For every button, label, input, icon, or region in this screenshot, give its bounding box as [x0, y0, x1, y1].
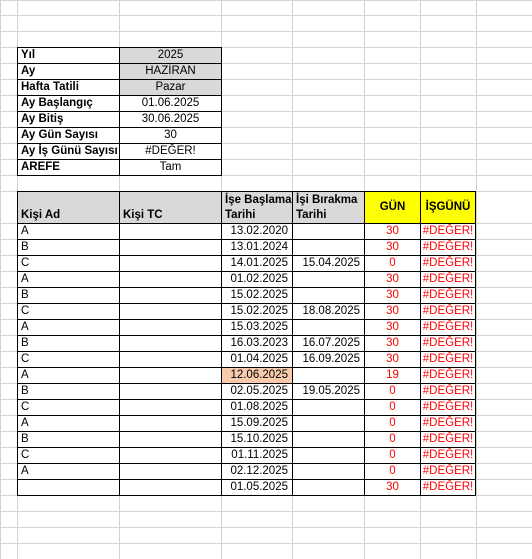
table-cell-tc[interactable]	[119, 447, 222, 464]
table-cell-start-date[interactable]: 12.06.2025	[221, 367, 293, 384]
table-cell-ad[interactable]: A	[17, 415, 120, 432]
table-cell-isgunu[interactable]: #DEĞER!	[420, 479, 476, 496]
table-cell-ad[interactable]: C	[17, 351, 120, 368]
table-cell-end-date[interactable]	[292, 463, 365, 480]
table-cell-tc[interactable]	[119, 383, 222, 400]
table-cell-tc[interactable]	[119, 287, 222, 304]
table-cell-tc[interactable]	[119, 415, 222, 432]
info-value[interactable]: 01.06.2025	[119, 95, 222, 112]
info-value[interactable]: 2025	[119, 47, 222, 64]
info-label[interactable]: Ay Gün Sayısı	[17, 127, 120, 144]
table-cell-ad[interactable]: A	[17, 367, 120, 384]
table-cell-tc[interactable]	[119, 239, 222, 256]
table-cell-tc[interactable]	[119, 255, 222, 272]
header-label: Tarihi	[225, 209, 256, 221]
header-label: GÜN	[379, 201, 406, 213]
header-label: Kişi TC	[123, 209, 163, 221]
table-cell-start-date[interactable]: 15.10.2025	[221, 431, 293, 448]
table-cell-start-date[interactable]: 01.05.2025	[221, 479, 293, 496]
table-cell-ad[interactable]: C	[17, 447, 120, 464]
table-cell-isgunu[interactable]: #DEĞER!	[420, 271, 476, 288]
table-cell-gun[interactable]: 0	[364, 255, 421, 272]
table-cell-end-date[interactable]	[292, 367, 365, 384]
table-cell-end-date[interactable]	[292, 431, 365, 448]
info-label[interactable]: AREFE	[17, 159, 120, 176]
table-cell-gun[interactable]: 0	[364, 463, 421, 480]
table-cell-isgunu[interactable]: #DEĞER!	[420, 351, 476, 368]
table-cell-tc[interactable]	[119, 431, 222, 448]
table-cell-gun[interactable]: 0	[364, 415, 421, 432]
table-cell-ad[interactable]: A	[17, 271, 120, 288]
table-cell-end-date[interactable]	[292, 287, 365, 304]
table-cell-tc[interactable]	[119, 367, 222, 384]
table-cell-end-date[interactable]: 18.08.2025	[292, 303, 365, 320]
table-cell-gun[interactable]: 30	[364, 303, 421, 320]
table-cell-start-date[interactable]: 13.01.2024	[221, 239, 293, 256]
table-cell-ad[interactable]: B	[17, 335, 120, 352]
header-gun[interactable]	[364, 191, 421, 224]
info-value[interactable]: HAZİRAN	[119, 63, 222, 80]
table-cell-isgunu[interactable]: #DEĞER!	[420, 447, 476, 464]
table-cell-tc[interactable]	[119, 319, 222, 336]
table-cell-isgunu[interactable]: #DEĞER!	[420, 287, 476, 304]
table-cell-gun[interactable]: 19	[364, 367, 421, 384]
table-cell-gun[interactable]: 30	[364, 479, 421, 496]
table-cell-end-date[interactable]: 15.04.2025	[292, 255, 365, 272]
header-ise-baslama[interactable]	[221, 191, 293, 224]
table-cell-gun[interactable]: 30	[364, 239, 421, 256]
table-cell-gun[interactable]: 30	[364, 271, 421, 288]
table-cell-isgunu[interactable]: #DEĞER!	[420, 415, 476, 432]
table-cell-gun[interactable]: 30	[364, 351, 421, 368]
info-label[interactable]: Ay İş Günü Sayısı	[17, 143, 120, 160]
table-cell-ad[interactable]: B	[17, 383, 120, 400]
header-label: İŞGÜNÜ	[425, 201, 471, 213]
header-isgunu[interactable]	[420, 191, 476, 224]
table-cell-start-date[interactable]: 15.09.2025	[221, 415, 293, 432]
info-value[interactable]: #DEĞER!	[119, 143, 222, 160]
table-cell-start-date[interactable]: 01.02.2025	[221, 271, 293, 288]
table-cell-isgunu[interactable]: #DEĞER!	[420, 399, 476, 416]
header-label: Tarihi	[296, 209, 327, 221]
table-cell-end-date[interactable]	[292, 319, 365, 336]
info-value[interactable]: Pazar	[119, 79, 222, 96]
table-cell-isgunu[interactable]: #DEĞER!	[420, 463, 476, 480]
table-cell-end-date[interactable]: 19.05.2025	[292, 383, 365, 400]
table-cell-end-date[interactable]: 16.07.2025	[292, 335, 365, 352]
header-kisi-ad[interactable]	[17, 191, 120, 224]
table-cell-ad[interactable]: C	[17, 399, 120, 416]
table-cell-tc[interactable]	[119, 303, 222, 320]
table-cell-start-date[interactable]: 01.08.2025	[221, 399, 293, 416]
table-cell-start-date[interactable]: 01.11.2025	[221, 447, 293, 464]
header-isi-birakma[interactable]	[292, 191, 365, 224]
table-cell-gun[interactable]: 0	[364, 383, 421, 400]
table-cell-end-date[interactable]	[292, 271, 365, 288]
table-cell-start-date[interactable]: 15.02.2025	[221, 287, 293, 304]
table-cell-isgunu[interactable]: #DEĞER!	[420, 383, 476, 400]
table-cell-ad[interactable]: C	[17, 255, 120, 272]
table-cell-tc[interactable]	[119, 463, 222, 480]
table-cell-tc[interactable]	[119, 335, 222, 352]
table-cell-ad[interactable]: B	[17, 431, 120, 448]
table-cell-tc[interactable]	[119, 223, 222, 240]
info-label[interactable]: Hafta Tatili	[17, 79, 120, 96]
table-cell-gun[interactable]: 30	[364, 223, 421, 240]
table-cell-start-date[interactable]: 02.12.2025	[221, 463, 293, 480]
info-label[interactable]: Yıl	[17, 47, 120, 64]
table-cell-start-date[interactable]: 13.02.2020	[221, 223, 293, 240]
table-cell-gun[interactable]: 0	[364, 447, 421, 464]
table-cell-end-date[interactable]	[292, 447, 365, 464]
table-cell-tc[interactable]	[119, 479, 222, 496]
table-cell-isgunu[interactable]: #DEĞER!	[420, 239, 476, 256]
table-cell-tc[interactable]	[119, 271, 222, 288]
table-cell-isgunu[interactable]: #DEĞER!	[420, 255, 476, 272]
table-cell-ad[interactable]: A	[17, 319, 120, 336]
table-cell-gun[interactable]: 30	[364, 335, 421, 352]
info-value[interactable]: 30.06.2025	[119, 111, 222, 128]
table-cell-end-date[interactable]	[292, 399, 365, 416]
table-cell-gun[interactable]: 30	[364, 287, 421, 304]
table-cell-end-date[interactable]: 16.09.2025	[292, 351, 365, 368]
table-cell-start-date[interactable]: 01.04.2025	[221, 351, 293, 368]
table-cell-start-date[interactable]: 15.02.2025	[221, 303, 293, 320]
table-cell-ad[interactable]	[17, 479, 120, 496]
table-cell-start-date[interactable]: 16.03.2023	[221, 335, 293, 352]
header-kisi-tc[interactable]	[119, 191, 222, 224]
info-label[interactable]: Ay	[17, 63, 120, 80]
info-label[interactable]: Ay Başlangıç	[17, 95, 120, 112]
table-cell-isgunu[interactable]: #DEĞER!	[420, 367, 476, 384]
table-cell-ad[interactable]: A	[17, 463, 120, 480]
table-cell-end-date[interactable]	[292, 223, 365, 240]
table-cell-gun[interactable]: 0	[364, 399, 421, 416]
info-value[interactable]: Tam	[119, 159, 222, 176]
table-cell-ad[interactable]: C	[17, 303, 120, 320]
table-cell-gun[interactable]: 30	[364, 319, 421, 336]
info-label[interactable]: Ay Bitiş	[17, 111, 120, 128]
table-cell-end-date[interactable]	[292, 239, 365, 256]
table-cell-tc[interactable]	[119, 351, 222, 368]
header-label: İşi Bırakma	[296, 194, 358, 206]
table-cell-tc[interactable]	[119, 399, 222, 416]
table-cell-isgunu[interactable]: #DEĞER!	[420, 303, 476, 320]
header-label: İşe Başlama	[225, 194, 292, 206]
table-cell-end-date[interactable]	[292, 415, 365, 432]
table-cell-start-date[interactable]: 15.03.2025	[221, 319, 293, 336]
info-value[interactable]: 30	[119, 127, 222, 144]
table-cell-isgunu[interactable]: #DEĞER!	[420, 431, 476, 448]
table-cell-ad[interactable]: B	[17, 239, 120, 256]
table-cell-start-date[interactable]: 14.01.2025	[221, 255, 293, 272]
table-cell-start-date[interactable]: 02.05.2025	[221, 383, 293, 400]
table-cell-isgunu[interactable]: #DEĞER!	[420, 335, 476, 352]
table-cell-isgunu[interactable]: #DEĞER!	[420, 319, 476, 336]
table-cell-ad[interactable]: B	[17, 287, 120, 304]
table-cell-gun[interactable]: 0	[364, 431, 421, 448]
table-cell-end-date[interactable]	[292, 479, 365, 496]
table-cell-ad[interactable]: A	[17, 223, 120, 240]
header-label: Kişi Ad	[21, 209, 61, 221]
table-cell-isgunu[interactable]: #DEĞER!	[420, 223, 476, 240]
